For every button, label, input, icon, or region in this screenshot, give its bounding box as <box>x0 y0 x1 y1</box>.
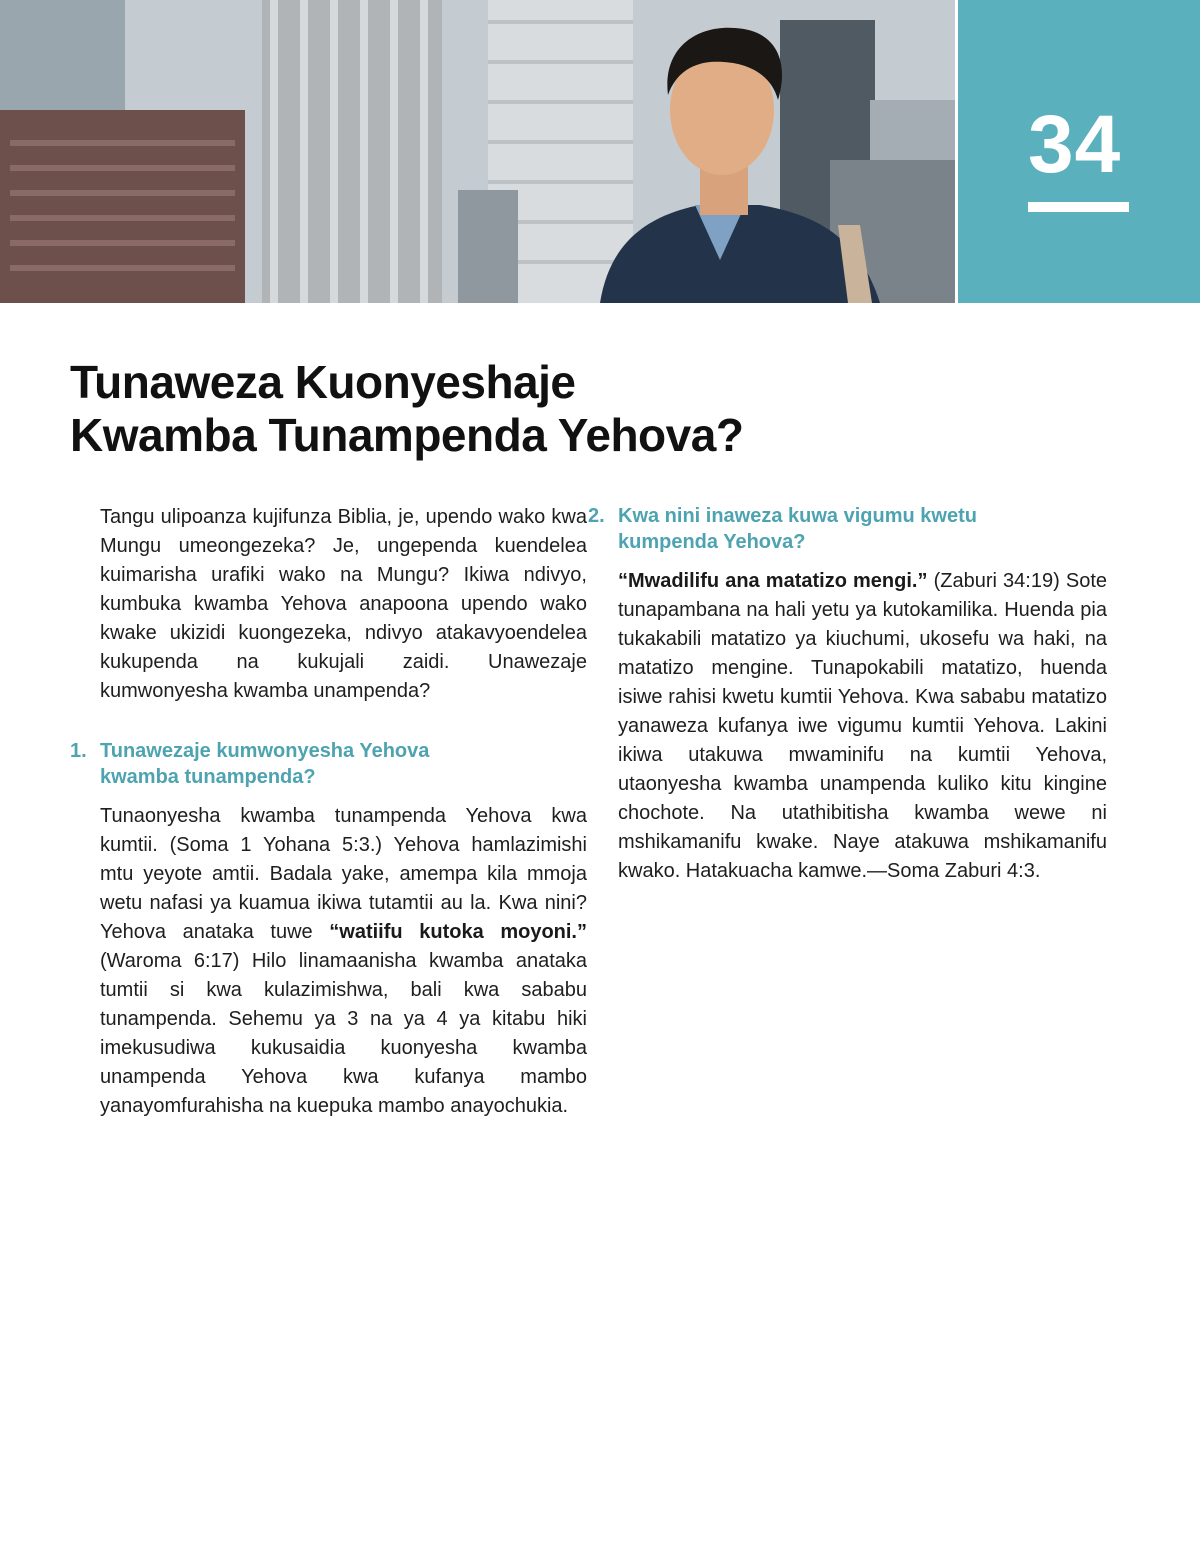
chapter-number: 34 <box>1028 99 1122 190</box>
right-column <box>588 503 1107 886</box>
section-2-text-after: (Zaburi 34:19) Sote tunapambana na hali yetu ya kutokamilika. Huenda pia tukakabili matatizo ya kiuchumi, ukosefu wa haki, na matatizo mengine. Tunapokabili matatizo, huenda isiwe rahisi kwetu kumtii Yehova. Kwa sababu matatizo yanaweza kufanya iwe vigumu kumtii Yehova. Lakini ikiwa utakuwa mwaminifu na kumtii Yehova, utaonyesha kwamba unampenda kuliko kitu kingine chochote. Na utathibitisha kwamba wewe ni mshikamanifu kwake. Naye atakuwa mshikamanifu kwako. Hatakuacha kamwe.—Soma Zaburi 4:3. <box>618 570 1107 882</box>
section-1-heading <box>70 738 587 790</box>
section-1-quote: “watiifu kutoka moyoni.” <box>329 921 587 943</box>
section-2-quote: “Mwadilifu ana matatizo mengi.” <box>618 570 928 592</box>
intro-paragraph: Tangu ulipoanza kujifunza Biblia, je, upendo wako kwa Mungu umeongezeka? Je, ungependa kuendelea kuimarisha urafiki wako na Mungu? Ikiwa ndivyo, kumbuka kwamba Yehova anapoona upendo wako kwake ukizidi kuongezeka, ndivyo atakavyoendelea kukupenda na kukujali zaidi. Unawezaje kumwonyesha kwamba unampenda? <box>100 506 587 702</box>
chapter-badge <box>958 0 1200 303</box>
section-1-heading-line-2: kwamba tunampenda? <box>100 766 316 788</box>
section-2-paragraph <box>618 567 1107 886</box>
section-1-number: 1. <box>70 740 87 762</box>
chapter-rule <box>1028 202 1129 212</box>
section-2-heading-line-1: Kwa nini inaweza kuwa vigumu kwetu <box>618 505 977 527</box>
section-2-heading-line-2: kumpenda Yehova? <box>618 531 806 553</box>
hero-photo <box>0 0 955 303</box>
section-1-paragraph <box>100 802 587 1121</box>
left-column <box>70 503 587 1121</box>
title-line-2: Kwamba Tunampenda Yehova? <box>70 409 744 461</box>
section-1-text-before: Tunaonyesha kwamba tunampenda Yehova kwa kumtii. (Soma 1 Yohana 5:3.) Yehova hamlazimishi mtu yeyote amtii. Badala yake, amempa kila mmoja wetu nafasi ya kuamua ikiwa tutamtii au la. Kwa nini? Yehova anataka tuwe <box>100 805 587 943</box>
city-man-illustration <box>0 0 955 303</box>
section-1-text-after: (Waroma 6:17) Hilo linamaanisha kwamba anataka tumtii si kwa kulazimishwa, bali kwa sababu tunampenda. Sehemu ya 3 na ya 4 ya kitabu hiki imekusudiwa kukusaidia kuonyesha kwamba unampenda Yehova kwa kufanya mambo yanayomfurahisha na kuepuka mambo anayochukia. <box>100 950 587 1117</box>
section-2-heading <box>588 503 1107 555</box>
page-title <box>70 356 970 462</box>
section-1-heading-line-1: Tunawezaje kumwonyesha Yehova <box>100 740 430 762</box>
section-2-number: 2. <box>588 505 605 527</box>
title-line-1: Tunaweza Kuonyeshaje <box>70 356 576 408</box>
